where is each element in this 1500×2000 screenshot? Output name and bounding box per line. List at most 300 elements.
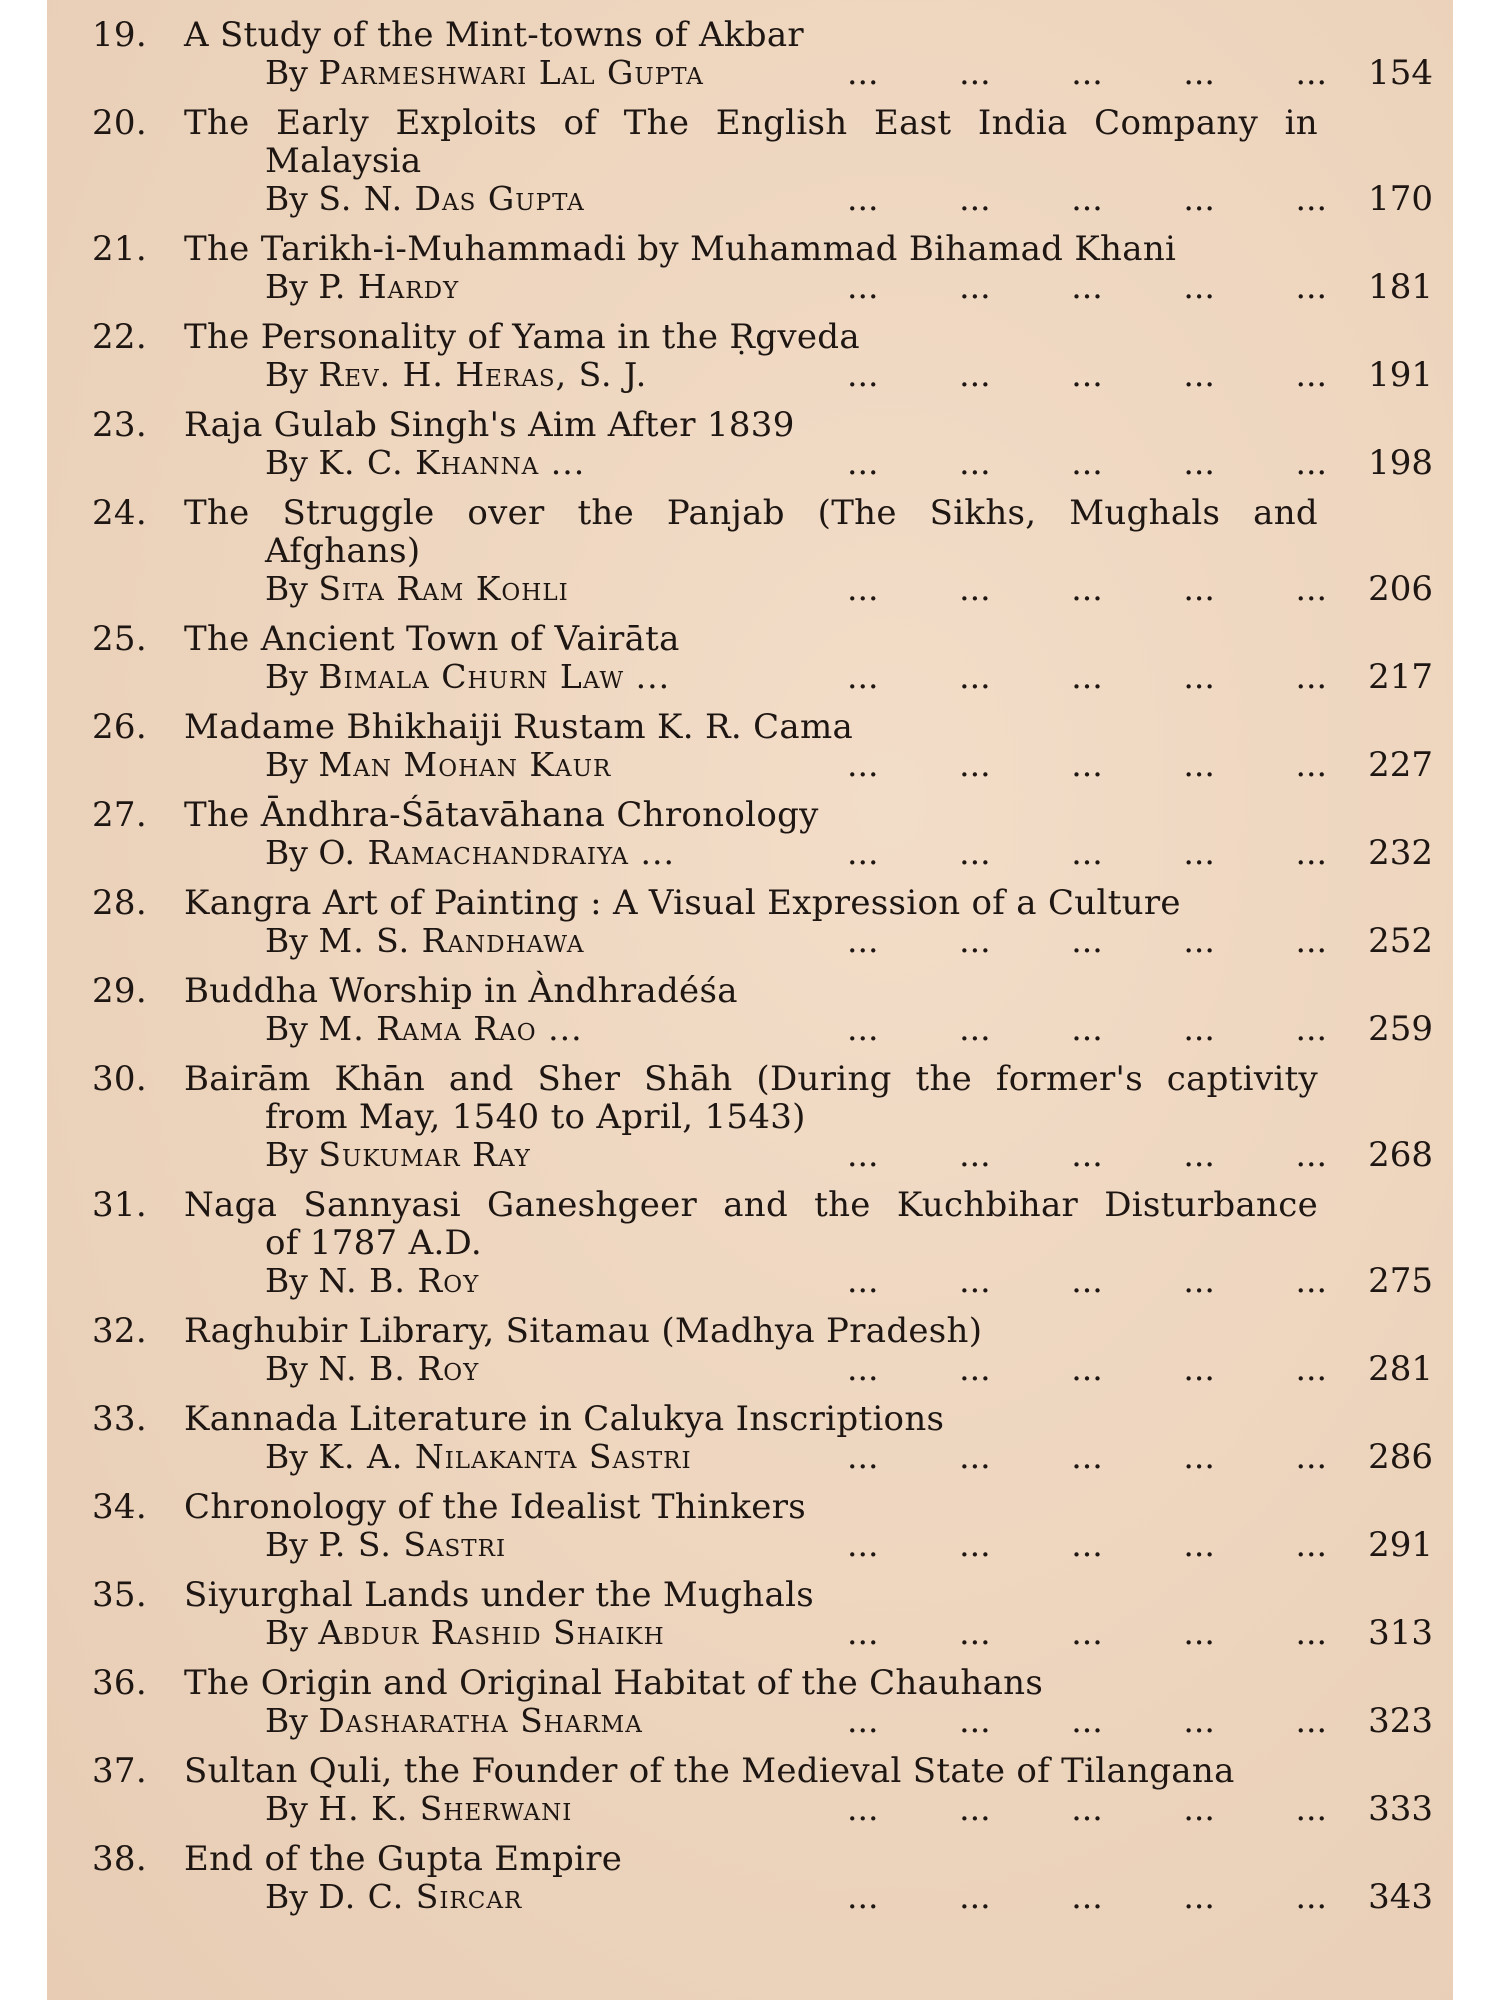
entry-title-line [47,104,1453,142]
leader-dots: ... [959,355,991,394]
entry-number: 26. [92,707,147,747]
leader-dots: ... [847,1437,879,1476]
leader-dots: ... [1295,921,1327,960]
leader-dots: ... [847,833,879,872]
entry-title-line [47,1752,1453,1790]
leader-dots: ... [1183,1349,1215,1388]
author-name: P. Hardy [318,267,460,306]
dot-leader [847,54,1327,92]
leader-dots: ... [959,745,991,784]
entry-title: The Tarikh-i-Muhammadi by Muhammad Bihamad Khani [184,229,1177,269]
entry-author-line [47,356,1453,394]
entry-title-continued: from May, 1540 to April, 1543) [265,1097,806,1137]
toc-entry [47,620,1453,696]
author-credit [265,268,459,306]
author-credit [265,1136,531,1174]
toc-entry [47,1400,1453,1476]
page-number: 227 [1368,745,1433,785]
leader-dots: ... [1183,1701,1215,1740]
leader-dots: ... [1183,1613,1215,1652]
leader-dots: ... [1295,53,1327,92]
leader-dots: ... [847,1349,879,1388]
entry-title-line [47,620,1453,658]
entry-number: 21. [92,229,147,269]
entry-number: 31. [92,1185,147,1225]
leader-dots: ... [847,1261,879,1300]
entry-title: The Personality of Yama in the Ṛgveda [184,317,860,357]
leader-dots: ... [1071,443,1103,482]
author-name: M. Rama Rao ... [318,1009,583,1048]
leader-dots: ... [847,569,879,608]
leader-dots: ... [959,443,991,482]
page-number: 232 [1368,833,1433,873]
leader-dots: ... [1071,1877,1103,1916]
leader-dots: ... [959,53,991,92]
by-label: By [265,1009,308,1048]
by-label: By [265,569,308,608]
leader-dots: ... [847,1525,879,1564]
by-label: By [265,443,308,482]
author-credit [265,1262,479,1300]
page-number: 313 [1368,1613,1433,1653]
by-label: By [265,833,308,872]
entry-title-line [47,1664,1453,1702]
entry-title-continued: Afghans) [265,531,421,571]
by-label: By [265,1437,308,1476]
page-number: 333 [1368,1789,1433,1829]
entry-title: Siyurghal Lands under the Mughals [184,1575,815,1615]
dot-leader [847,570,1327,608]
entry-author-line [47,658,1453,696]
author-credit [265,1350,479,1388]
entry-title-line [47,1312,1453,1350]
leader-dots: ... [1183,1135,1215,1174]
entry-title: Buddha Worship in Àndhradéśa [184,971,738,1011]
by-label: By [265,53,308,92]
entry-number: 33. [92,1399,147,1439]
leader-dots: ... [959,1135,991,1174]
leader-dots: ... [1071,833,1103,872]
entry-number: 25. [92,619,147,659]
entry-title-continued: Malaysia [265,141,422,181]
author-name: Man Mohan Kaur [318,745,612,784]
leader-dots: ... [847,921,879,960]
entry-title-line [47,972,1453,1010]
toc-entry [47,1752,1453,1828]
author-name: Rev. H. Heras, S. J. [318,355,648,394]
entry-title: Kannada Literature in Calukya Inscriptions [184,1399,945,1439]
author-credit [265,444,585,482]
author-credit [265,1702,643,1740]
entry-title-line [47,406,1453,444]
leader-dots: ... [1295,1525,1327,1564]
entry-title-line [47,1400,1453,1438]
leader-dots: ... [1295,1009,1327,1048]
entry-author-line [47,1136,1453,1174]
author-name: O. Ramachandraiya ... [318,833,675,872]
leader-dots: ... [1295,1789,1327,1828]
leader-dots: ... [1295,1349,1327,1388]
page-number: 181 [1368,267,1433,307]
leader-dots: ... [1071,1437,1103,1476]
leader-dots: ... [1295,1135,1327,1174]
entry-number: 28. [92,883,147,923]
page-number: 198 [1368,443,1433,483]
entry-author-line [47,1614,1453,1652]
leader-dots: ... [1295,657,1327,696]
leader-dots: ... [959,1437,991,1476]
dot-leader [847,922,1327,960]
leader-dots: ... [1071,1613,1103,1652]
leader-dots: ... [959,657,991,696]
entry-author-line [47,1438,1453,1476]
dot-leader [847,1614,1327,1652]
table-of-contents [47,16,1453,1928]
author-credit [265,1010,583,1048]
leader-dots: ... [1295,443,1327,482]
dot-leader [847,834,1327,872]
leader-dots: ... [1295,833,1327,872]
dot-leader [847,1010,1327,1048]
entry-author-line [47,1878,1453,1916]
leader-dots: ... [1183,267,1215,306]
dot-leader [847,1878,1327,1916]
page-number: 259 [1368,1009,1433,1049]
page-number: 154 [1368,53,1433,93]
leader-dots: ... [1295,1701,1327,1740]
entry-author-line [47,1702,1453,1740]
toc-entry [47,1312,1453,1388]
author-credit [265,1614,665,1652]
leader-dots: ... [847,355,879,394]
toc-entry [47,230,1453,306]
author-credit [265,54,704,92]
leader-dots: ... [847,1877,879,1916]
leader-dots: ... [1071,569,1103,608]
leader-dots: ... [1071,1789,1103,1828]
entry-author-line [47,834,1453,872]
leader-dots: ... [1183,1877,1215,1916]
leader-dots: ... [847,53,879,92]
entry-author-line [47,1526,1453,1564]
leader-dots: ... [959,179,991,218]
entry-title-line [47,1224,1453,1262]
leader-dots: ... [1183,443,1215,482]
author-credit [265,746,611,784]
leader-dots: ... [847,179,879,218]
page-number: 281 [1368,1349,1433,1389]
entry-title: The Origin and Original Habitat of the Chauhans [184,1663,1044,1703]
leader-dots: ... [1295,569,1327,608]
entry-author-line [47,268,1453,306]
toc-entry [47,1840,1453,1916]
author-name: M. S. Randhawa [318,921,585,960]
by-label: By [265,921,308,960]
leader-dots: ... [959,1701,991,1740]
dot-leader [847,1350,1327,1388]
entry-number: 36. [92,1663,147,1703]
leader-dots: ... [1071,1135,1103,1174]
dot-leader [847,356,1327,394]
by-label: By [265,1135,308,1174]
leader-dots: ... [847,1701,879,1740]
leader-dots: ... [959,1613,991,1652]
entry-number: 34. [92,1487,147,1527]
leader-dots: ... [1183,1009,1215,1048]
toc-entry [47,1488,1453,1564]
leader-dots: ... [1183,1789,1215,1828]
entry-title-line [47,1186,1453,1224]
entry-number: 23. [92,405,147,445]
dot-leader [847,1702,1327,1740]
dot-leader [847,1262,1327,1300]
entry-title-line [47,230,1453,268]
toc-entry [47,1186,1453,1300]
entry-title: Madame Bhikhaiji Rustam K. R. Cama [184,707,854,747]
leader-dots: ... [1071,1261,1103,1300]
leader-dots: ... [847,657,879,696]
by-label: By [265,1789,308,1828]
toc-entry [47,318,1453,394]
author-name: P. S. Sastri [318,1525,507,1564]
entry-title: A Study of the Mint-towns of Akbar [184,15,804,55]
leader-dots: ... [1295,1877,1327,1916]
by-label: By [265,355,308,394]
leader-dots: ... [847,1789,879,1828]
by-label: By [265,1877,308,1916]
author-credit [265,180,585,218]
leader-dots: ... [1295,267,1327,306]
leader-dots: ... [1183,1525,1215,1564]
entry-author-line [47,444,1453,482]
author-name: Bimala Churn Law ... [318,657,671,696]
entry-number: 19. [92,15,147,55]
entry-title-line [47,796,1453,834]
dot-leader [847,268,1327,306]
leader-dots: ... [1295,1261,1327,1300]
leader-dots: ... [959,1877,991,1916]
leader-dots: ... [1295,1437,1327,1476]
leader-dots: ... [847,1613,879,1652]
author-credit [265,1878,522,1916]
leader-dots: ... [959,267,991,306]
entry-title: Chronology of the Idealist Thinkers [184,1487,807,1527]
author-name: Sita Ram Kohli [318,569,569,608]
by-label: By [265,1349,308,1388]
dot-leader [847,1438,1327,1476]
leader-dots: ... [1183,569,1215,608]
book-page [47,0,1453,2000]
entry-number: 32. [92,1311,147,1351]
by-label: By [265,657,308,696]
leader-dots: ... [1183,833,1215,872]
page-number: 286 [1368,1437,1433,1477]
leader-dots: ... [1295,179,1327,218]
leader-dots: ... [1071,53,1103,92]
entry-number: 30. [92,1059,147,1099]
entry-title-line [47,1060,1453,1098]
leader-dots: ... [1183,745,1215,784]
by-label: By [265,1261,308,1300]
entry-author-line [47,1262,1453,1300]
author-credit [265,570,569,608]
dot-leader [847,1526,1327,1564]
entry-number: 24. [92,493,147,533]
leader-dots: ... [1071,267,1103,306]
leader-dots: ... [847,443,879,482]
by-label: By [265,1701,308,1740]
by-label: By [265,1525,308,1564]
by-label: By [265,745,308,784]
page-number: 323 [1368,1701,1433,1741]
toc-entry [47,494,1453,608]
entry-author-line [47,54,1453,92]
page-number: 206 [1368,569,1433,609]
leader-dots: ... [1183,179,1215,218]
entry-title-line [47,884,1453,922]
toc-entry [47,972,1453,1048]
by-label: By [265,179,308,218]
entry-title-line [47,532,1453,570]
leader-dots: ... [847,267,879,306]
author-name: N. B. Roy [318,1349,480,1388]
leader-dots: ... [959,1261,991,1300]
dot-leader [847,658,1327,696]
toc-entry [47,104,1453,218]
dot-leader [847,1790,1327,1828]
entry-title: Raghubir Library, Sitamau (Madhya Pradesh) [184,1311,983,1351]
author-name: D. C. Sircar [318,1877,523,1916]
toc-entry [47,16,1453,92]
by-label: By [265,1613,308,1652]
entry-number: 35. [92,1575,147,1615]
leader-dots: ... [1071,355,1103,394]
entry-author-line [47,746,1453,784]
leader-dots: ... [1071,1525,1103,1564]
page-number: 217 [1368,657,1433,697]
entry-title: Kangra Art of Painting : A Visual Expression of a Culture [184,883,1181,923]
author-credit [265,922,584,960]
author-credit [265,1526,506,1564]
author-credit [265,834,675,872]
toc-entry [47,796,1453,872]
page-number: 291 [1368,1525,1433,1565]
entry-title: Bairām Khān and Sher Shāh (During the former's captivity [184,1059,1318,1099]
entry-author-line [47,922,1453,960]
entry-title-continued: of 1787 A.D. [265,1223,483,1263]
leader-dots: ... [1183,1437,1215,1476]
entry-title: Naga Sannyasi Ganeshgeer and the Kuchbihar Disturbance [184,1185,1318,1225]
entry-author-line [47,180,1453,218]
entry-title: The Struggle over the Panjab (The Sikhs, Mughals and [184,493,1318,533]
leader-dots: ... [959,1349,991,1388]
entry-title: Sultan Quli, the Founder of the Medieval State of Tilangana [184,1751,1235,1791]
toc-entry [47,1664,1453,1740]
leader-dots: ... [1183,1261,1215,1300]
leader-dots: ... [847,745,879,784]
leader-dots: ... [1071,745,1103,784]
page-number: 343 [1368,1877,1433,1917]
leader-dots: ... [1295,355,1327,394]
dot-leader [847,1136,1327,1174]
leader-dots: ... [1071,921,1103,960]
author-name: Abdur Rashid Shaikh [318,1613,665,1652]
leader-dots: ... [959,1789,991,1828]
entry-title-line [47,1098,1453,1136]
entry-title-line [47,142,1453,180]
entry-title-line [47,1488,1453,1526]
leader-dots: ... [1183,53,1215,92]
author-credit [265,1790,572,1828]
entry-author-line [47,570,1453,608]
author-name: Dasharatha Sharma [318,1701,643,1740]
toc-entry [47,406,1453,482]
leader-dots: ... [1071,179,1103,218]
dot-leader [847,444,1327,482]
toc-entry [47,1576,1453,1652]
entry-title: The Ancient Town of Vairāta [184,619,680,659]
entry-author-line [47,1790,1453,1828]
toc-entry [47,1060,1453,1174]
leader-dots: ... [959,1009,991,1048]
leader-dots: ... [1183,921,1215,960]
entry-title-line [47,1840,1453,1878]
entry-author-line [47,1350,1453,1388]
page-number: 268 [1368,1135,1433,1175]
entry-title: The Early Exploits of The English East India Company in [184,103,1318,143]
entry-title-line [47,494,1453,532]
leader-dots: ... [847,1009,879,1048]
entry-title-line [47,1576,1453,1614]
entry-number: 22. [92,317,147,357]
author-name: Parmeshwari Lal Gupta [318,53,704,92]
entry-title-line [47,16,1453,54]
entry-title: The Āndhra-Śātavāhana Chronology [184,795,819,835]
leader-dots: ... [1071,657,1103,696]
entry-number: 29. [92,971,147,1011]
leader-dots: ... [1183,355,1215,394]
leader-dots: ... [1295,1613,1327,1652]
toc-entry [47,884,1453,960]
entry-number: 20. [92,103,147,143]
author-name: K. A. Nilakanta Sastri [318,1437,692,1476]
leader-dots: ... [847,1135,879,1174]
leader-dots: ... [1295,745,1327,784]
entry-title-line [47,708,1453,746]
page-number: 252 [1368,921,1433,961]
author-credit [265,1438,692,1476]
toc-entry [47,708,1453,784]
author-name: N. B. Roy [318,1261,480,1300]
author-name: Sukumar Ray [318,1135,531,1174]
author-name: S. N. Das Gupta [318,179,585,218]
dot-leader [847,180,1327,218]
leader-dots: ... [1071,1349,1103,1388]
leader-dots: ... [959,833,991,872]
leader-dots: ... [1071,1701,1103,1740]
author-credit [265,356,647,394]
author-name: H. K. Sherwani [318,1789,573,1828]
leader-dots: ... [1071,1009,1103,1048]
page-number: 191 [1368,355,1433,395]
author-credit [265,658,670,696]
entry-author-line [47,1010,1453,1048]
page-number: 170 [1368,179,1433,219]
entry-number: 38. [92,1839,147,1879]
entry-number: 37. [92,1751,147,1791]
entry-number: 27. [92,795,147,835]
by-label: By [265,267,308,306]
